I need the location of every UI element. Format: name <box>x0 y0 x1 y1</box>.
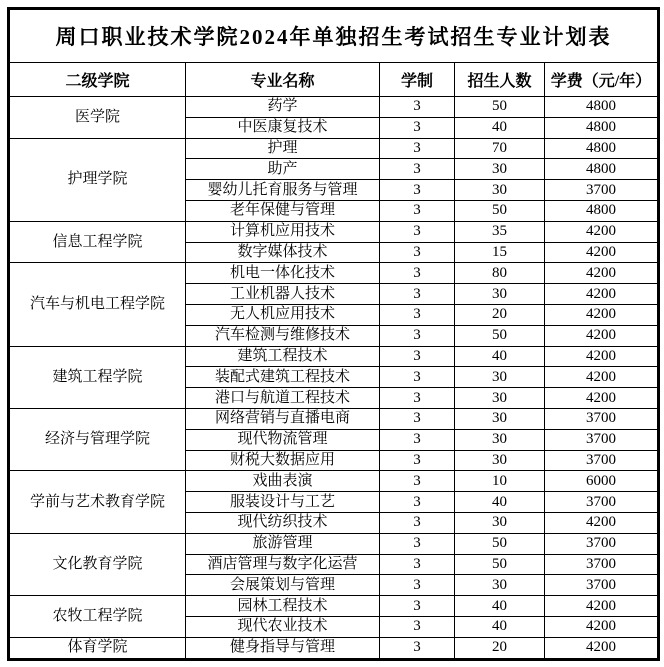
enrollment-cell: 30 <box>455 180 545 201</box>
duration-cell: 3 <box>380 492 455 513</box>
table-title: 周口职业技术学院2024年单独招生考试招生专业计划表 <box>9 9 659 63</box>
table-row <box>9 471 659 492</box>
tuition-cell: 3700 <box>545 554 659 575</box>
duration-cell: 3 <box>380 138 455 159</box>
major-cell: 戏曲表演 <box>186 471 380 492</box>
duration-cell: 3 <box>380 575 455 596</box>
tuition-cell: 4200 <box>545 616 659 637</box>
table-row <box>9 408 659 429</box>
table-row <box>9 221 659 242</box>
tuition-cell: 4200 <box>545 304 659 325</box>
enrollment-cell: 50 <box>455 97 545 118</box>
duration-cell: 3 <box>380 117 455 138</box>
tuition-cell: 4200 <box>545 221 659 242</box>
duration-cell: 3 <box>380 221 455 242</box>
title-row <box>9 9 659 63</box>
tuition-cell: 4200 <box>545 242 659 263</box>
duration-cell: 3 <box>380 533 455 554</box>
header-row <box>9 63 659 97</box>
tuition-cell: 4200 <box>545 637 659 659</box>
tuition-cell: 4200 <box>545 388 659 409</box>
column-header-tuition: 学费（元/年） <box>545 63 659 97</box>
duration-cell: 3 <box>380 408 455 429</box>
enrollment-cell: 70 <box>455 138 545 159</box>
duration-cell: 3 <box>380 200 455 221</box>
duration-cell: 3 <box>380 367 455 388</box>
duration-cell: 3 <box>380 159 455 180</box>
tuition-cell: 4200 <box>545 263 659 284</box>
tuition-cell: 6000 <box>545 471 659 492</box>
enrollment-cell: 20 <box>455 304 545 325</box>
enrollment-cell: 30 <box>455 450 545 471</box>
major-cell: 现代物流管理 <box>186 429 380 450</box>
duration-cell: 3 <box>380 242 455 263</box>
enrollment-cell: 30 <box>455 159 545 180</box>
tuition-cell: 4200 <box>545 596 659 617</box>
tuition-cell: 3700 <box>545 180 659 201</box>
duration-cell: 3 <box>380 388 455 409</box>
tuition-cell: 3700 <box>545 429 659 450</box>
duration-cell: 3 <box>380 596 455 617</box>
enrollment-cell: 30 <box>455 575 545 596</box>
tuition-cell: 4200 <box>545 346 659 367</box>
duration-cell: 3 <box>380 346 455 367</box>
major-cell: 数字媒体技术 <box>186 242 380 263</box>
duration-cell: 3 <box>380 471 455 492</box>
tuition-cell: 3700 <box>545 492 659 513</box>
college-cell: 农牧工程学院 <box>9 596 186 638</box>
major-cell: 中医康复技术 <box>186 117 380 138</box>
enrollment-cell: 35 <box>455 221 545 242</box>
major-cell: 装配式建筑工程技术 <box>186 367 380 388</box>
major-cell: 工业机器人技术 <box>186 284 380 305</box>
duration-cell: 3 <box>380 616 455 637</box>
column-header-major: 专业名称 <box>186 63 380 97</box>
college-cell: 学前与艺术教育学院 <box>9 471 186 533</box>
table-row <box>9 138 659 159</box>
tuition-cell: 4200 <box>545 512 659 533</box>
enrollment-cell: 20 <box>455 637 545 659</box>
duration-cell: 3 <box>380 512 455 533</box>
enrollment-cell: 50 <box>455 325 545 346</box>
enrollment-cell: 50 <box>455 554 545 575</box>
duration-cell: 3 <box>380 429 455 450</box>
enrollment-cell: 80 <box>455 263 545 284</box>
college-cell: 体育学院 <box>9 637 186 659</box>
college-cell: 文化教育学院 <box>9 533 186 595</box>
tuition-cell: 3700 <box>545 575 659 596</box>
college-cell: 信息工程学院 <box>9 221 186 263</box>
duration-cell: 3 <box>380 304 455 325</box>
enrollment-cell: 30 <box>455 388 545 409</box>
major-cell: 园林工程技术 <box>186 596 380 617</box>
table-row <box>9 637 659 659</box>
tuition-cell: 4800 <box>545 138 659 159</box>
table-row <box>9 263 659 284</box>
column-header-college: 二级学院 <box>9 63 186 97</box>
college-cell: 经济与管理学院 <box>9 408 186 470</box>
enrollment-cell: 15 <box>455 242 545 263</box>
tuition-cell: 3700 <box>545 450 659 471</box>
table-row <box>9 533 659 554</box>
college-cell: 建筑工程学院 <box>9 346 186 408</box>
duration-cell: 3 <box>380 637 455 659</box>
major-cell: 现代农业技术 <box>186 616 380 637</box>
major-cell: 老年保健与管理 <box>186 200 380 221</box>
duration-cell: 3 <box>380 325 455 346</box>
major-cell: 旅游管理 <box>186 533 380 554</box>
duration-cell: 3 <box>380 180 455 201</box>
table-row <box>9 596 659 617</box>
enrollment-cell: 40 <box>455 346 545 367</box>
enrollment-cell: 30 <box>455 512 545 533</box>
tuition-cell: 4800 <box>545 117 659 138</box>
enrollment-cell: 30 <box>455 284 545 305</box>
major-cell: 财税大数据应用 <box>186 450 380 471</box>
tuition-cell: 4200 <box>545 367 659 388</box>
duration-cell: 3 <box>380 97 455 118</box>
major-cell: 港口与航道工程技术 <box>186 388 380 409</box>
college-cell: 医学院 <box>9 97 186 139</box>
major-cell: 助产 <box>186 159 380 180</box>
major-cell: 网络营销与直播电商 <box>186 408 380 429</box>
enrollment-cell: 30 <box>455 408 545 429</box>
duration-cell: 3 <box>380 284 455 305</box>
major-cell: 药学 <box>186 97 380 118</box>
enrollment-cell: 40 <box>455 117 545 138</box>
enrollment-plan-table <box>7 7 660 661</box>
duration-cell: 3 <box>380 263 455 284</box>
major-cell: 建筑工程技术 <box>186 346 380 367</box>
tuition-cell: 3700 <box>545 408 659 429</box>
enrollment-cell: 30 <box>455 429 545 450</box>
table-body <box>9 97 659 660</box>
major-cell: 计算机应用技术 <box>186 221 380 242</box>
major-cell: 机电一体化技术 <box>186 263 380 284</box>
tuition-cell: 4200 <box>545 284 659 305</box>
major-cell: 汽车检测与维修技术 <box>186 325 380 346</box>
major-cell: 婴幼儿托育服务与管理 <box>186 180 380 201</box>
duration-cell: 3 <box>380 554 455 575</box>
major-cell: 服装设计与工艺 <box>186 492 380 513</box>
major-cell: 现代纺织技术 <box>186 512 380 533</box>
major-cell: 会展策划与管理 <box>186 575 380 596</box>
major-cell: 无人机应用技术 <box>186 304 380 325</box>
enrollment-cell: 40 <box>455 596 545 617</box>
tuition-cell: 4800 <box>545 159 659 180</box>
major-cell: 护理 <box>186 138 380 159</box>
enrollment-cell: 40 <box>455 616 545 637</box>
major-cell: 健身指导与管理 <box>186 637 380 659</box>
enrollment-cell: 50 <box>455 533 545 554</box>
enrollment-cell: 10 <box>455 471 545 492</box>
tuition-cell: 3700 <box>545 533 659 554</box>
enrollment-cell: 30 <box>455 367 545 388</box>
duration-cell: 3 <box>380 450 455 471</box>
major-cell: 酒店管理与数字化运营 <box>186 554 380 575</box>
tuition-cell: 4800 <box>545 97 659 118</box>
college-cell: 汽车与机电工程学院 <box>9 263 186 346</box>
column-header-enrollment: 招生人数 <box>455 63 545 97</box>
column-header-duration: 学制 <box>380 63 455 97</box>
college-cell: 护理学院 <box>9 138 186 221</box>
enrollment-cell: 50 <box>455 200 545 221</box>
table-row <box>9 346 659 367</box>
tuition-cell: 4200 <box>545 325 659 346</box>
tuition-cell: 4800 <box>545 200 659 221</box>
enrollment-cell: 40 <box>455 492 545 513</box>
table-row <box>9 97 659 118</box>
